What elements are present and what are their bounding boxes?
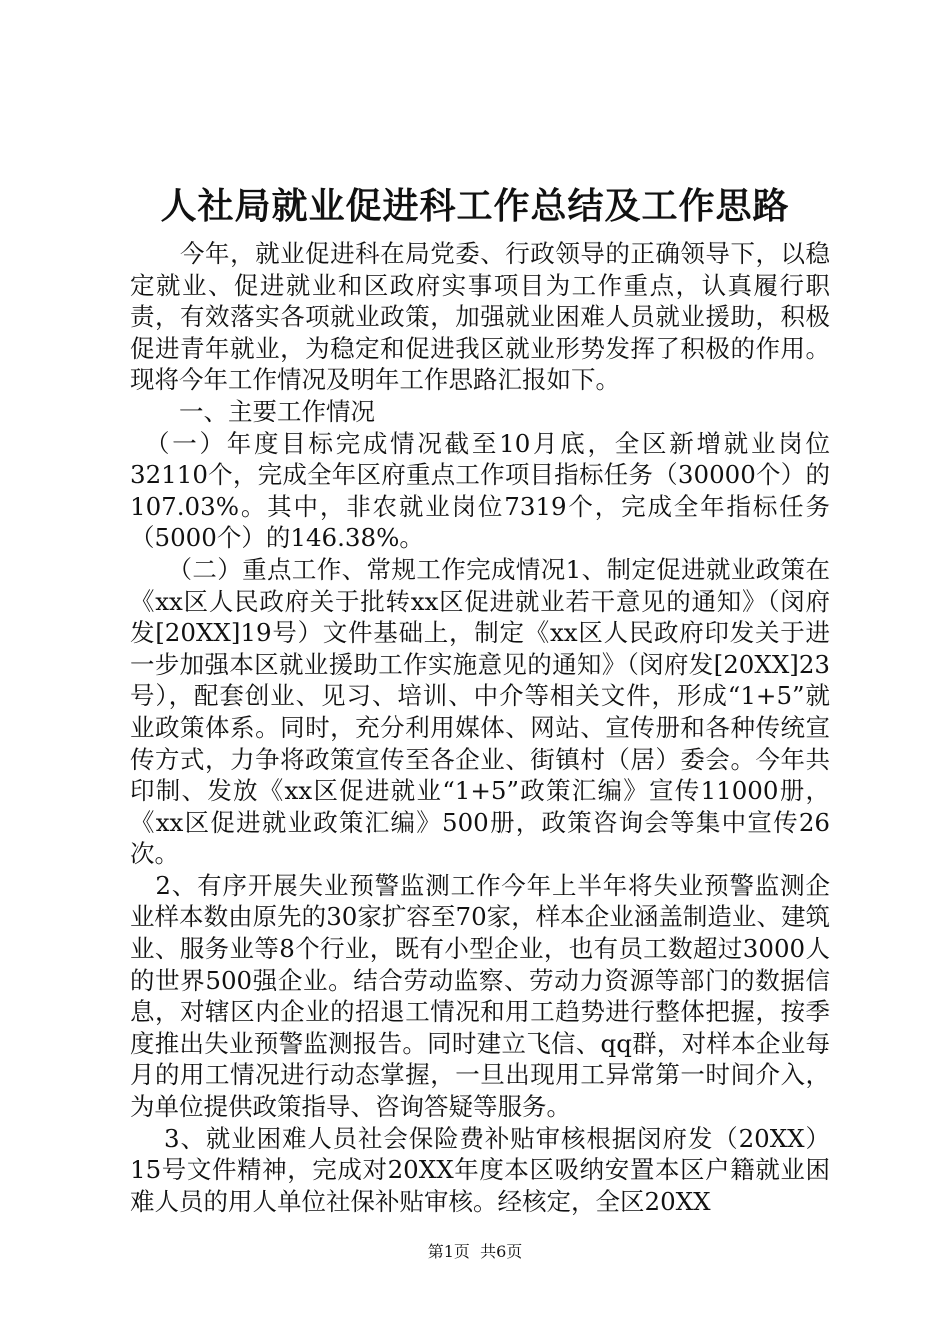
document-body [130, 238, 830, 1217]
paragraph-annual-targets: （一）年度目标完成情况截至10月底，全区新增就业岗位32110个，完成全年区府重点工作项目指标任务（30000个）的107.03%。其中，非农就业岗位7319个，完成全年指标任务（5000个）的146.38%。 [130, 428, 830, 553]
page-footer: 第1页 共6页 [427, 1242, 523, 1261]
document-title: 人社局就业促进科工作总结及工作思路 [160, 186, 790, 227]
paragraph-unemployment-warning: 2、有序开展失业预警监测工作今年上半年将失业预警监测企业样本数由原先的30家扩容至70家，样本企业涵盖制造业、建筑业、服务业等8个行业，既有小型企业，也有员工数超过3000人的世界500强企业。结合劳动监察、劳动力资源等部门的数据信息，对辖区内企业的招退工情况和用工趋势进行整体把握，按季度推出失业预警监测报告。同时建立飞信、qq群，对样本企业每月的用工情况进行动态掌握，一旦出现用工异常第一时间介入，为单位提供政策指导、咨询答疑等服务。 [130, 870, 830, 1122]
section-heading-main-work: 一、主要工作情况 [130, 396, 375, 426]
paragraph-intro: 今年，就业促进科在局党委、行政领导的正确领导下，以稳定就业、促进就业和区政府实事项目为工作重点，认真履行职责，有效落实各项就业政策，加强就业困难人员就业援助，积极促进青年就业，为稳定和促进我区就业形势发挥了积极的作用。现将今年工作情况及明年工作思路汇报如下。 [130, 239, 830, 395]
paragraph-key-work: （二）重点工作、常规工作完成情况1、制定促进就业政策在《xx区人民政府关于批转xx区促进就业若干意见的通知》（闵府发[20XX]19号）文件基础上，制定《xx区人民政府印发关于进一步加强本区就业援助工作实施意见的通知》（闵府发[20XX]23号），配套创业、见习、培训、中介等相关文件，形成“1+5”就业政策体系。同时，充分利用媒体、网站、宣传册和各种传统宣传方式，力争将政策宣传至各企业、街镇村（居）委会。今年共印制、发放《xx区促进就业“1+5”政策汇编》宣传11000册，《xx区促进就业政策汇编》500册，政策咨询会等集中宣传26次。 [130, 554, 830, 869]
paragraph-social-insurance: 3、就业困难人员社会保险费补贴审核根据闵府发（20XX）15号文件精神，完成对20XX年度本区吸纳安置本区户籍就业困难人员的用人单位社保补贴审核。经核定，全区20XX [130, 1123, 830, 1216]
